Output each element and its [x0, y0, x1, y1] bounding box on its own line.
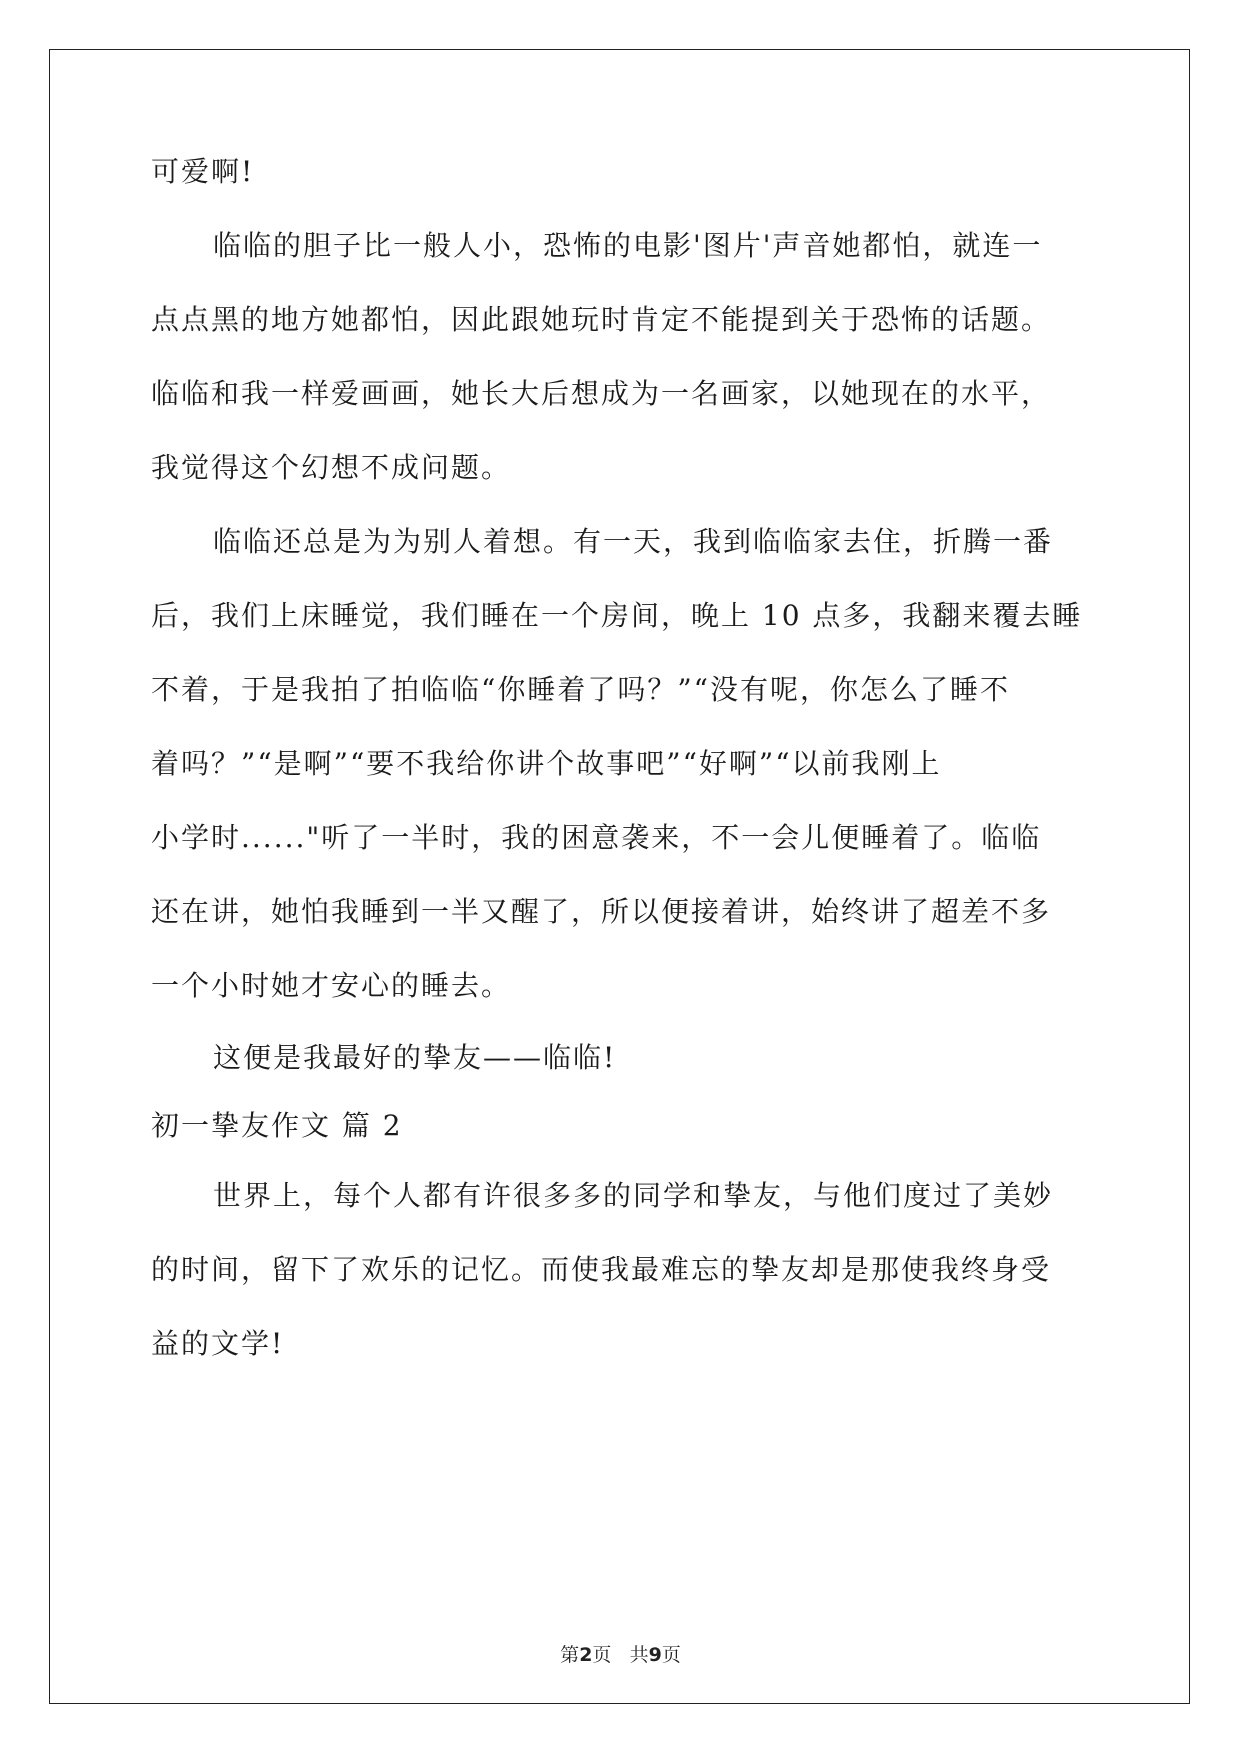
paragraph-line: 临临还总是为为别人着想。有一天，我到临临家去住，折腾一番 [213, 525, 1054, 558]
text-line: 益的文学! [151, 1327, 285, 1360]
text-line: 不着，于是我拍了拍临临“你睡着了吗？”“没有呢，你怎么了睡不 [151, 673, 1010, 706]
total-pages: 9 [648, 1644, 662, 1666]
text-line: 后，我们上床睡觉，我们睡在一个房间，晚上 10 点多，我翻来覆去睡 [151, 599, 1083, 632]
paragraph-line: 临临的胆子比一般人小，恐怖的电影'图片'声音她都怕，就连一 [213, 229, 1043, 262]
section-heading: 初一挚友作文 篇 2 [151, 1109, 403, 1142]
text-line: 我觉得这个幻想不成问题。 [151, 451, 512, 484]
text-line: 的时间，留下了欢乐的记忆。而使我最难忘的挚友却是那使我终身受 [151, 1253, 1052, 1286]
total-prefix: 共 [629, 1644, 649, 1666]
page-border [49, 49, 1190, 1704]
text-line: 点点黑的地方她都怕，因此跟她玩时肯定不能提到关于恐怖的话题。 [151, 303, 1052, 336]
total-suffix: 页 [661, 1644, 681, 1666]
page-footer [0, 1640, 1241, 1667]
text-line: 临临和我一样爱画画，她长大后想成为一名画家，以她现在的水平， [151, 377, 1052, 410]
paragraph-line: 这便是我最好的挚友——临临! [213, 1041, 617, 1074]
page-suffix: 页 [592, 1644, 612, 1666]
text-line: 小学时......"听了一半时，我的困意袭来，不一会儿便睡着了。临临 [151, 821, 1042, 854]
page-number: 2 [579, 1644, 593, 1666]
page-prefix: 第 [560, 1644, 580, 1666]
text-line: 可爱啊! [151, 155, 255, 188]
text-line: 还在讲，她怕我睡到一半又醒了，所以便接着讲，始终讲了超差不多 [151, 895, 1052, 928]
text-line: 着吗？”“是啊”“要不我给你讲个故事吧”“好啊”“以前我刚上 [151, 747, 942, 780]
paragraph-line: 世界上，每个人都有许很多多的同学和挚友，与他们度过了美妙 [213, 1179, 1054, 1212]
text-line: 一个小时她才安心的睡去。 [151, 969, 512, 1002]
